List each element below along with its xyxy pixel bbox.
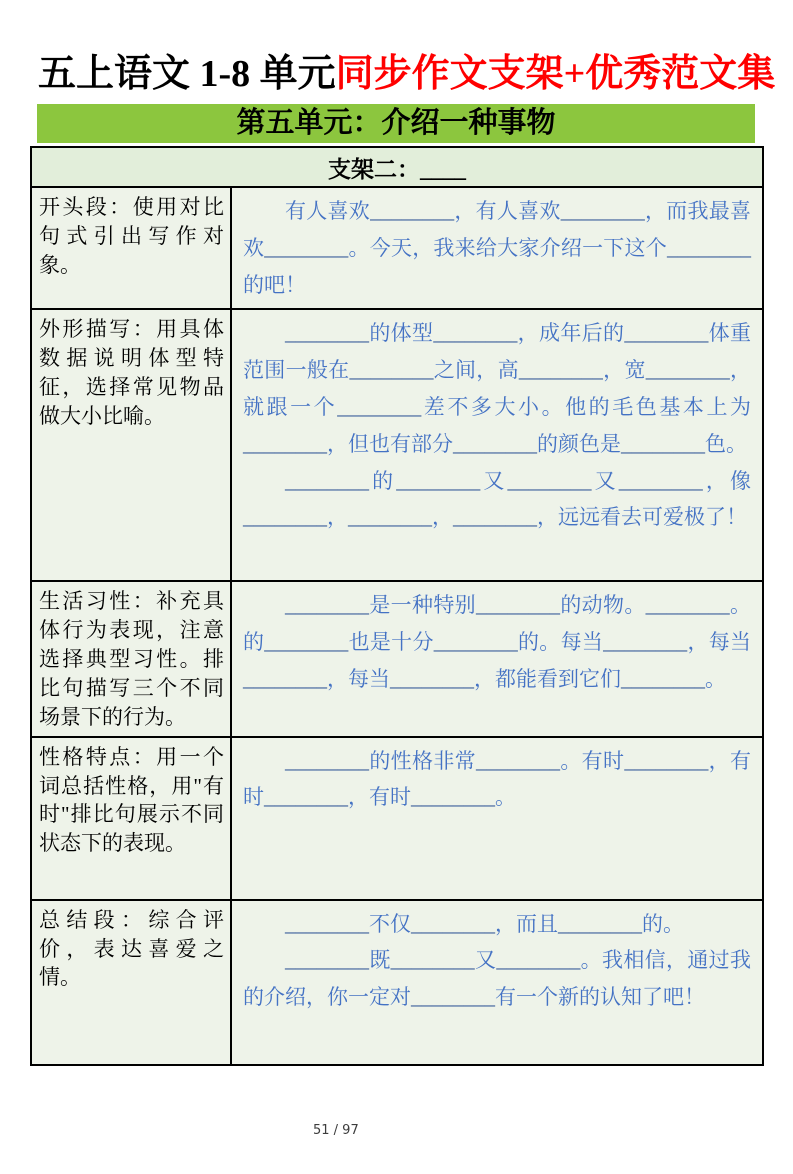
row-label-habits: 生活习性：补充具体行为表现，注意选择典型习性。排比句描写三个不同场景下的行为。 xyxy=(31,581,231,737)
blank-line: ________ xyxy=(264,785,348,810)
blank-line: ________ xyxy=(621,666,705,691)
fill-paragraph: ________是一种特别________的动物。________。的________也是十分________的。每当________，每当________，每当________，都能看到它们________。 xyxy=(243,592,752,691)
blank-line: ________ xyxy=(621,431,705,456)
blank-line: ________ xyxy=(337,394,422,419)
blank-line: ________ xyxy=(667,235,752,260)
unit-banner: 第五单元：介绍一种事物 xyxy=(37,104,755,143)
blank-line: ________ xyxy=(349,357,434,382)
row-label-opening: 开头段：使用对比句式引出写作对象。 xyxy=(31,187,231,309)
blank-line: ________ xyxy=(411,785,495,810)
scaffold-title: 支架二：____ xyxy=(31,147,763,187)
title-black-part: 五上语文 1-8 单元 xyxy=(38,53,336,95)
row-label-personality: 性格特点：用一个词总括性格，用"有时"排比句展示不同状态下的表现。 xyxy=(31,737,231,900)
page-number: 51 / 97 xyxy=(313,1123,359,1138)
row-content-appearance xyxy=(231,309,763,581)
blank-line: ________ xyxy=(348,505,432,530)
blank-line: ________ xyxy=(518,357,603,382)
blank-line: ________ xyxy=(476,592,560,617)
blank-line: ________ xyxy=(264,629,349,654)
scaffold-table xyxy=(30,146,764,1066)
blank-line: ________ xyxy=(411,911,495,936)
fill-paragraph: 有人喜欢________，有人喜欢________，而我最喜欢________。今天，我来给大家介绍一下这个________的吧！ xyxy=(243,198,752,297)
worksheet-page xyxy=(0,52,793,1174)
blank-line: ________ xyxy=(645,357,730,382)
blank-line: ________ xyxy=(243,505,327,530)
table-row-habits xyxy=(31,581,763,737)
blank-line: ________ xyxy=(285,592,369,617)
blank-line: ________ xyxy=(645,592,730,617)
table-row-personality xyxy=(31,737,763,900)
blank-line: ________ xyxy=(243,666,327,691)
title-red-part: 同步作文支架+优秀范文集 xyxy=(335,53,776,95)
blank-line: ________ xyxy=(453,505,537,530)
blank-line: ________ xyxy=(370,198,455,223)
blank-line: ________ xyxy=(433,320,518,345)
blank-line: ________ xyxy=(496,948,581,973)
blank-line: ________ xyxy=(264,235,349,260)
blank-line: ________ xyxy=(390,948,475,973)
row-label-conclusion: 总结段：综合评价，表达喜爱之情。 xyxy=(31,900,231,1065)
table-row-conclusion xyxy=(31,900,763,1065)
blank-line: ________ xyxy=(624,748,709,773)
blank-line: ________ xyxy=(558,911,642,936)
blank-line: ________ xyxy=(476,748,560,773)
row-content-conclusion xyxy=(231,900,763,1065)
page-title xyxy=(38,52,793,97)
blank-line: ________ xyxy=(285,948,369,973)
blank-line: ________ xyxy=(433,629,518,654)
row-content-personality xyxy=(231,737,763,900)
fill-paragraph: ________的性格非常________。有时________，有时________，有时________。 xyxy=(243,748,752,810)
blank-line: ________ xyxy=(285,320,369,345)
blank-line: ________ xyxy=(243,431,327,456)
blank-line: ________ xyxy=(507,468,592,493)
table-header-row xyxy=(31,147,763,187)
blank-line: ________ xyxy=(453,431,537,456)
row-content-habits xyxy=(231,581,763,737)
blank-line: ________ xyxy=(396,468,481,493)
blank-line: ________ xyxy=(285,748,369,773)
table-row-opening xyxy=(31,187,763,309)
fill-paragraph: ________既________又________。我相信，通过我的介绍，你一定对________有一个新的认知了吧！ xyxy=(243,948,752,1010)
blank-line: ________ xyxy=(285,911,369,936)
blank-line: ________ xyxy=(411,985,495,1010)
table-row-appearance xyxy=(31,309,763,581)
row-content-opening xyxy=(231,187,763,309)
blank-line: ________ xyxy=(603,629,688,654)
fill-paragraph: ________不仅________，而且________的。 xyxy=(285,911,684,936)
blank-line: ________ xyxy=(390,666,474,691)
fill-paragraph: ________的________又________又________，像________，________，________，远远看去可爱极了！ xyxy=(243,468,751,530)
blank-line: ________ xyxy=(624,320,709,345)
blank-line: ________ xyxy=(618,468,703,493)
blank-line: ________ xyxy=(560,198,645,223)
blank-line: ________ xyxy=(285,468,369,493)
fill-paragraph: ________的体型________，成年后的________体重范围一般在________之间，高________，宽________，就跟一个________差不多大小。他的毛色基本上为________，但也有部分________的颜色是________色。 xyxy=(243,320,752,456)
row-label-appearance: 外形描写：用具体数据说明体型特征，选择常见物品做大小比喻。 xyxy=(31,309,231,581)
